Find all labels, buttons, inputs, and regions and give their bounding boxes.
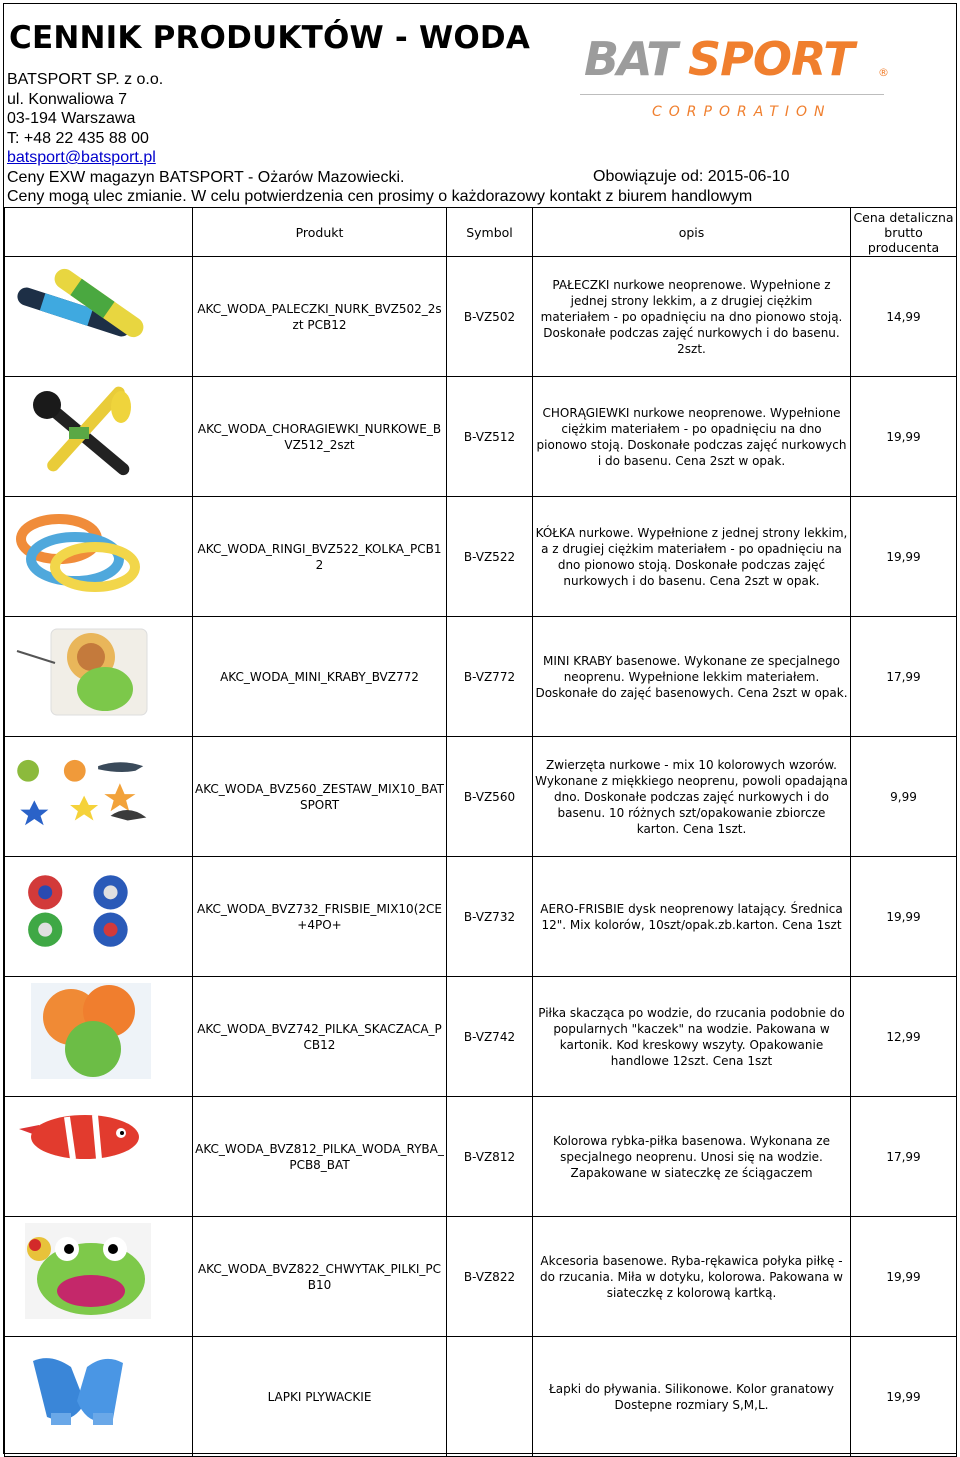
bouncing-ball-image xyxy=(11,983,151,1079)
col-image-header xyxy=(5,208,193,257)
col-product-header: Produkt xyxy=(193,208,447,257)
logo-registered-mark: ® xyxy=(878,66,889,79)
product-price: 9,99 xyxy=(851,737,957,857)
sea-animals-image xyxy=(11,743,151,839)
page-title: CENNIK PRODUKTÓW - WODA xyxy=(9,20,531,56)
company-email-link[interactable]: batsport@batsport.pl xyxy=(7,149,156,166)
product-symbol: B-VZ822 xyxy=(447,1217,533,1337)
product-name: AKC_WODA_RINGI_BVZ522_KOLKA_PCB12 xyxy=(193,497,447,617)
product-price: 17,99 xyxy=(851,617,957,737)
product-symbol: B-VZ512 xyxy=(447,377,533,497)
product-description: AERO-FRISBIE dysk neoprenowy latający. Średnica 12". Mix kolorów, 10szt/opak.zb.karton. Cena 1szt xyxy=(533,857,851,977)
product-description: MINI KRABY basenowe. Wykonane ze specjalnego neoprenu. Wypełnione lekkim materiałem. Doskonałe do zajęć basenowych. Cena 2szt w opak. xyxy=(533,617,851,737)
product-image-cell xyxy=(5,377,193,497)
product-description: Piłka skacząca po wodzie, do rzucania podobnie do popularnych "kaczek" na wodzie. Pakowana w kartonik. Kod kreskowy wszyty. Opakowanie handlowe 12szt. Cena 1szt xyxy=(533,977,851,1097)
logo-sport-text: SPORT xyxy=(688,32,854,86)
product-price: 19,99 xyxy=(851,857,957,977)
table-row xyxy=(5,257,957,377)
product-description: Łapki do pływania. Silikonowe. Kolor granatowy Dostepne rozmiary S,M,L. xyxy=(533,1337,851,1457)
product-name: AKC_WODA_BVZ822_CHWYTAK_PILKI_PCB10 xyxy=(193,1217,447,1337)
price-list-sheet xyxy=(3,3,957,1454)
header xyxy=(4,4,956,204)
product-name: AKC_WODA_CHORAGIEWKI_NURKOWE_BVZ512_2szt xyxy=(193,377,447,497)
product-name: AKC_WODA_BVZ742_PILKA_SKACZACA_PCB12 xyxy=(193,977,447,1097)
product-symbol: B-VZ772 xyxy=(447,617,533,737)
product-name: AKC_WODA_BVZ812_PILKA_WODA_RYBA_PCB8_BAT xyxy=(193,1097,447,1217)
table-header-row xyxy=(5,208,957,257)
product-name: LAPKI PLYWACKIE xyxy=(193,1337,447,1457)
product-symbol: B-VZ732 xyxy=(447,857,533,977)
table-row xyxy=(5,1097,957,1217)
company-street: ul. Konwaliowa 7 xyxy=(7,91,128,108)
dive-rings-image xyxy=(11,503,151,599)
frisbee-image xyxy=(11,863,151,959)
product-image-cell xyxy=(5,617,193,737)
product-image-cell xyxy=(5,497,193,617)
product-table xyxy=(4,207,957,1457)
swim-gloves-image xyxy=(11,1343,151,1439)
product-price: 19,99 xyxy=(851,1337,957,1457)
product-description: Akcesoria basenowe. Ryba-rękawica połyka piłkę - do rzucania. Miła w dotyku, kolorowa. Pakowana w siateczkę z kolorową kartką. xyxy=(533,1217,851,1337)
dive-flags-image xyxy=(11,383,151,479)
col-desc-header: opis xyxy=(533,208,851,257)
product-image-cell xyxy=(5,1097,193,1217)
product-price: 19,99 xyxy=(851,377,957,497)
dive-sticks-image xyxy=(11,263,151,359)
product-price: 19,99 xyxy=(851,497,957,617)
product-name: AKC_WODA_MINI_KRABY_BVZ772 xyxy=(193,617,447,737)
logo-corporation-text: CORPORATION xyxy=(652,104,832,120)
col-symbol-header: Symbol xyxy=(447,208,533,257)
product-symbol: B-VZ742 xyxy=(447,977,533,1097)
product-symbol: B-VZ502 xyxy=(447,257,533,377)
product-image-cell xyxy=(5,737,193,857)
table-row xyxy=(5,977,957,1097)
product-image-cell xyxy=(5,1337,193,1457)
product-description: PAŁECZKI nurkowe neoprenowe. Wypełnione z jednej strony lekkim, a z drugiej ciężkim materiałem - po opadnięciu na dno pionowo stoją. Doskonałe podczas zajęć nurkowych i do basenu. 2szt. xyxy=(533,257,851,377)
product-description: Kolorowa rybka-piłka basenowa. Wykonana ze specjalnego neoprenu. Unosi się na wodzie. Zapakowane w siateczkę ze ściągaczem xyxy=(533,1097,851,1217)
product-symbol: B-VZ560 xyxy=(447,737,533,857)
col-price-header: Cena detaliczna brutto producenta xyxy=(851,208,957,257)
product-description: KÓŁKA nurkowe. Wypełnione z jednej strony lekkim, a z drugiej ciężkim materiałem - po opadnięciu na dno pionowo stoją. Doskonałe podczas zajęć nurkowych i do basenu. Cena 2szt w opak. xyxy=(533,497,851,617)
product-price: 19,99 xyxy=(851,1217,957,1337)
product-image-cell xyxy=(5,857,193,977)
table-row xyxy=(5,1217,957,1337)
product-symbol: B-VZ812 xyxy=(447,1097,533,1217)
product-description: CHORĄGIEWKI nurkowe neoprenowe. Wypełnione ciężkim materiałem - po opadnięciu na dno pionowo stoją. Doskonałe podczas zajęć nurkowych i do basenu. Cena 2szt w opak. xyxy=(533,377,851,497)
table-row xyxy=(5,737,957,857)
product-image-cell xyxy=(5,977,193,1097)
product-symbol: B-VZ522 xyxy=(447,497,533,617)
fish-ball-image xyxy=(11,1103,151,1199)
product-name: AKC_WODA_PALECZKI_NURK_BVZ502_2szt PCB12 xyxy=(193,257,447,377)
valid-from: Obowiązuje od: 2015-06-10 xyxy=(593,168,790,185)
change-note: Ceny mogą ulec zmianie. W celu potwierdzenia cen prosimy o każdorazowy kontakt z biurem handlowym xyxy=(7,188,753,205)
product-description: Zwierzęta nurkowe - mix 10 kolorowych wzorów. Wykonane z miękkiego neoprenu, powoli opadająna dno. Doskonałe podczas zajęć nurkowych i do basenu. 10 różnych szt/opakowanie zbiorcze karton. Cena 1szt. xyxy=(533,737,851,857)
company-phone: T: +48 22 435 88 00 xyxy=(7,130,149,147)
table-row xyxy=(5,497,957,617)
product-image-cell xyxy=(5,1217,193,1337)
batsport-logo xyxy=(578,32,898,132)
logo-bat-text: BAT xyxy=(584,32,676,86)
product-name: AKC_WODA_BVZ560_ZESTAW_MIX10_BATSPORT xyxy=(193,737,447,857)
fish-mitt-image xyxy=(11,1223,151,1319)
company-name: BATSPORT SP. z o.o. xyxy=(7,71,164,88)
table-row xyxy=(5,377,957,497)
table-row xyxy=(5,857,957,977)
product-price: 12,99 xyxy=(851,977,957,1097)
product-image-cell xyxy=(5,257,193,377)
table-row xyxy=(5,1337,957,1457)
product-price: 17,99 xyxy=(851,1097,957,1217)
mini-crabs-image xyxy=(11,623,151,719)
logo-divider xyxy=(580,94,884,95)
product-symbol xyxy=(447,1337,533,1457)
table-row xyxy=(5,617,957,737)
product-price: 14,99 xyxy=(851,257,957,377)
prices-note: Ceny EXW magazyn BATSPORT - Ożarów Mazowiecki. xyxy=(7,169,405,186)
company-city: 03-194 Warszawa xyxy=(7,110,136,127)
product-name: AKC_WODA_BVZ732_FRISBIE_MIX10(2CE+4PO+ xyxy=(193,857,447,977)
